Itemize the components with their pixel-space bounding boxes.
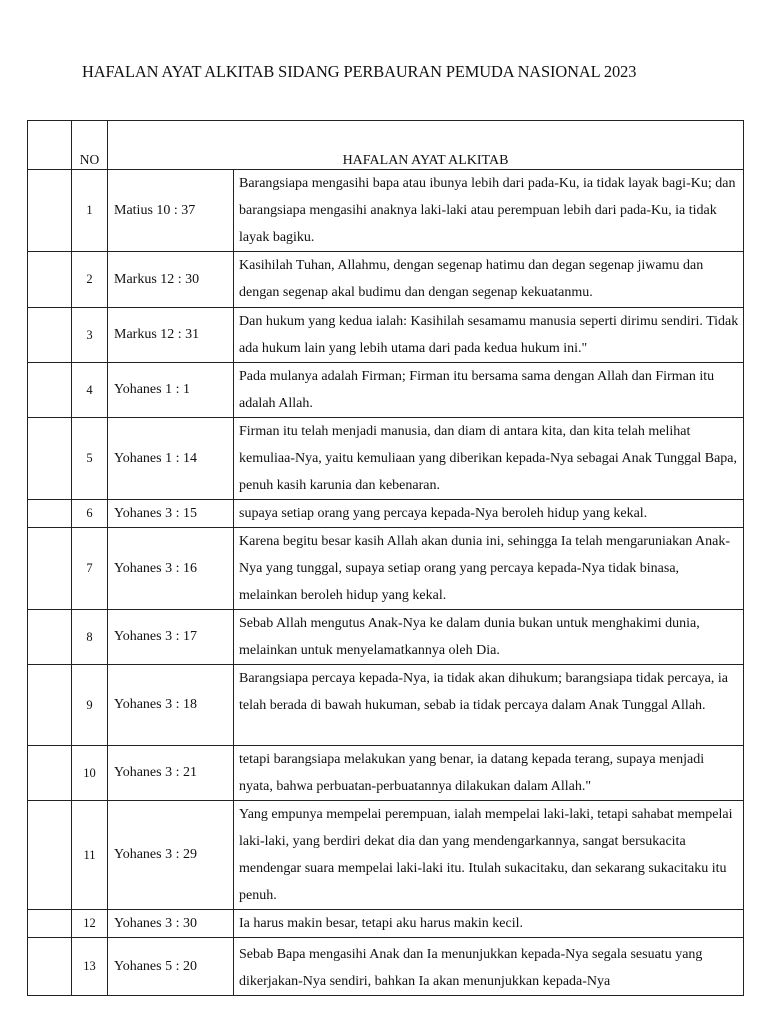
table-row	[28, 801, 744, 910]
verse-reference: Yohanes 3 : 29	[108, 801, 234, 910]
row-number: 12	[72, 910, 108, 938]
verse-reference: Yohanes 1 : 1	[108, 363, 234, 418]
verse-text: tetapi barangsiapa melakukan yang benar, ia datang kepada terang, supaya menjadi nyata, bahwa perbuatan-perbuatannya dilakukan dalam Allah."	[234, 746, 744, 801]
column-header-no: NO	[72, 121, 108, 170]
blank-cell	[28, 801, 72, 910]
blank-cell	[28, 665, 72, 746]
table-row	[28, 170, 744, 252]
row-number: 3	[72, 308, 108, 363]
verse-text: supaya setiap orang yang percaya kepada-Nya beroleh hidup yang kekal.	[234, 500, 744, 528]
row-number: 11	[72, 801, 108, 910]
verse-table	[27, 120, 744, 996]
blank-cell	[28, 528, 72, 610]
verse-reference: Markus 12 : 30	[108, 252, 234, 308]
blank-cell	[28, 910, 72, 938]
verse-reference: Markus 12 : 31	[108, 308, 234, 363]
blank-cell	[28, 252, 72, 308]
table-row	[28, 665, 744, 746]
row-number: 6	[72, 500, 108, 528]
verse-text: Barangsiapa mengasihi bapa atau ibunya lebih dari pada-Ku, ia tidak layak bagi-Ku; dan barangsiapa mengasihi anaknya laki-laki atau perempuan lebih dari pada-Ku, ia tidak layak bagiku.	[234, 170, 744, 252]
verse-text: Barangsiapa percaya kepada-Nya, ia tidak akan dihukum; barangsiapa tidak percaya, ia telah berada di bawah hukuman, sebab ia tidak percaya dalam Anak Tunggal Allah.	[234, 665, 744, 746]
row-number: 5	[72, 418, 108, 500]
row-number: 8	[72, 610, 108, 665]
row-number: 1	[72, 170, 108, 252]
blank-cell	[28, 610, 72, 665]
table-row	[28, 252, 744, 308]
table-row	[28, 746, 744, 801]
blank-column-header	[28, 121, 72, 170]
row-number: 13	[72, 938, 108, 996]
verse-text: Yang empunya mempelai perempuan, ialah mempelai laki-laki, tetapi sahabat mempelai laki-laki, yang berdiri dekat dia dan yang mendengarkannya, sangat bersukacita mendengar suara mempelai laki-laki itu. Itulah sukacitaku, dan sekarang sukacitaku itu penuh.	[234, 801, 744, 910]
blank-cell	[28, 500, 72, 528]
verse-reference: Yohanes 3 : 21	[108, 746, 234, 801]
table-row	[28, 938, 744, 996]
verse-text: Sebab Allah mengutus Anak-Nya ke dalam dunia bukan untuk menghakimi dunia, melainkan untuk menyelamatkannya oleh Dia.	[234, 610, 744, 665]
row-number: 7	[72, 528, 108, 610]
blank-cell	[28, 308, 72, 363]
row-number: 9	[72, 665, 108, 746]
page-title: HAFALAN AYAT ALKITAB SIDANG PERBAURAN PEMUDA NASIONAL 2023	[82, 62, 637, 81]
verse-text: Karena begitu besar kasih Allah akan dunia ini, sehingga Ia telah mengaruniakan Anak-Nya yang tunggal, supaya setiap orang yang percaya kepada-Nya tidak binasa, melainkan beroleh hidup yang kekal.	[234, 528, 744, 610]
verse-reference: Matius 10 : 37	[108, 170, 234, 252]
table-row	[28, 528, 744, 610]
table-row	[28, 418, 744, 500]
column-header-verse: HAFALAN AYAT ALKITAB	[108, 121, 744, 170]
verse-text: Dan hukum yang kedua ialah: Kasihilah sesamamu manusia seperti dirimu sendiri. Tidak ada hukum lain yang lebih utama dari pada kedua hukum ini."	[234, 308, 744, 363]
verse-reference: Yohanes 3 : 17	[108, 610, 234, 665]
verse-text: Sebab Bapa mengasihi Anak dan Ia menunjukkan kepada-Nya segala sesuatu yang dikerjakan-Nya sendiri, bahkan Ia akan menunjukkan kepada-Nya	[234, 938, 744, 996]
blank-cell	[28, 170, 72, 252]
verse-reference: Yohanes 5 : 20	[108, 938, 234, 996]
table-row	[28, 910, 744, 938]
verse-reference: Yohanes 3 : 30	[108, 910, 234, 938]
verse-text: Kasihilah Tuhan, Allahmu, dengan segenap hatimu dan degan segenap jiwamu dan dengan segenap akal budimu dan dengan segenap kekuatanmu.	[234, 252, 744, 308]
table-row	[28, 308, 744, 363]
verse-reference: Yohanes 1 : 14	[108, 418, 234, 500]
verse-reference: Yohanes 3 : 16	[108, 528, 234, 610]
table-row	[28, 610, 744, 665]
table-header-row	[28, 121, 744, 170]
verse-text: Ia harus makin besar, tetapi aku harus makin kecil.	[234, 910, 744, 938]
row-number: 4	[72, 363, 108, 418]
blank-cell	[28, 418, 72, 500]
verse-reference: Yohanes 3 : 18	[108, 665, 234, 746]
verse-text: Firman itu telah menjadi manusia, dan diam di antara kita, dan kita telah melihat kemuliaa-Nya, yaitu kemuliaan yang diberikan kepada-Nya sebagai Anak Tunggal Bapa, penuh kasih karunia dan kebenaran.	[234, 418, 744, 500]
blank-cell	[28, 746, 72, 801]
row-number: 2	[72, 252, 108, 308]
verse-reference: Yohanes 3 : 15	[108, 500, 234, 528]
blank-cell	[28, 938, 72, 996]
row-number: 10	[72, 746, 108, 801]
table-row	[28, 363, 744, 418]
verse-text: Pada mulanya adalah Firman; Firman itu bersama sama dengan Allah dan Firman itu adalah Allah.	[234, 363, 744, 418]
blank-cell	[28, 363, 72, 418]
table-row	[28, 500, 744, 528]
